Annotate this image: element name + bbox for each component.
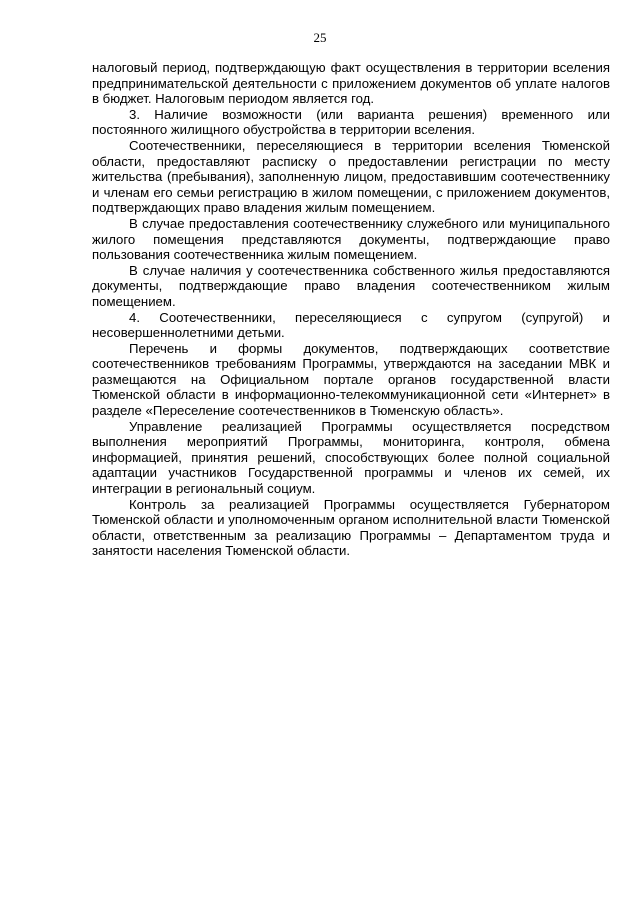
paragraph-registration-receipt: Соотечественники, переселяющиеся в территории вселения Тюменской области, предоставляют расписку о предоставлении регистрации по месту жительства (пребывания), заполненную лицом, предоставившим соотечественнику и членам его семьи регистрацию в жилом помещении, с приложением документов, подтверждающих право владения жилым помещением. bbox=[92, 137, 610, 216]
page-number: 25 bbox=[313, 30, 327, 45]
paragraph-document-list: Перечень и формы документов, подтверждающих соответствие соотечественников требованиям Программы, утверждаются на заседании МВК и размещаются на Официальном портале органов государственной власти Тюменской области в информационно-телекоммуникационной сети «Интернет» в разделе «Переселение соотечественников в Тюменскую область». bbox=[92, 340, 610, 419]
document-body bbox=[92, 60, 610, 559]
paragraph-tax-period: налоговый период, подтверждающую факт осуществления в территории вселения предпринимательской деятельности с приложением документов об уплате налогов в бюджет. Налоговым периодом является год. bbox=[92, 60, 610, 107]
paragraph-program-management: Управление реализацией Программы осуществляется посредством выполнения мероприятий Программы, мониторинга, контроля, обмена информацией, принятия решений, способствующих более полной социальной адаптации участников Государственной программы и членов их семей, их интеграции в региональный социум. bbox=[92, 418, 610, 497]
paragraph-own-housing: В случае наличия у соотечественника собственного жилья предоставляются документы, подтверждающие право владения соотечественником жилым помещением. bbox=[92, 262, 610, 309]
paragraph-program-control: Контроль за реализацией Программы осуществляется Губернатором Тюменской области и уполномоченным органом исполнительной власти Тюменской области, ответственным за реализацию Программы – Департаментом труда и занятости населения Тюменской области. bbox=[92, 496, 610, 559]
paragraph-item-4-family: 4. Соотечественники, переселяющиеся с супругом (супругой) и несовершеннолетними детьми. bbox=[92, 309, 610, 341]
paragraph-service-housing: В случае предоставления соотечественнику служебного или муниципального жилого помещения представляются документы, подтверждающие право пользования соотечественника жилым помещением. bbox=[92, 215, 610, 263]
paragraph-item-3-housing: 3. Наличие возможности (или варианта решения) временного или постоянного жилищного обустройства в территории вселения. bbox=[92, 106, 610, 138]
